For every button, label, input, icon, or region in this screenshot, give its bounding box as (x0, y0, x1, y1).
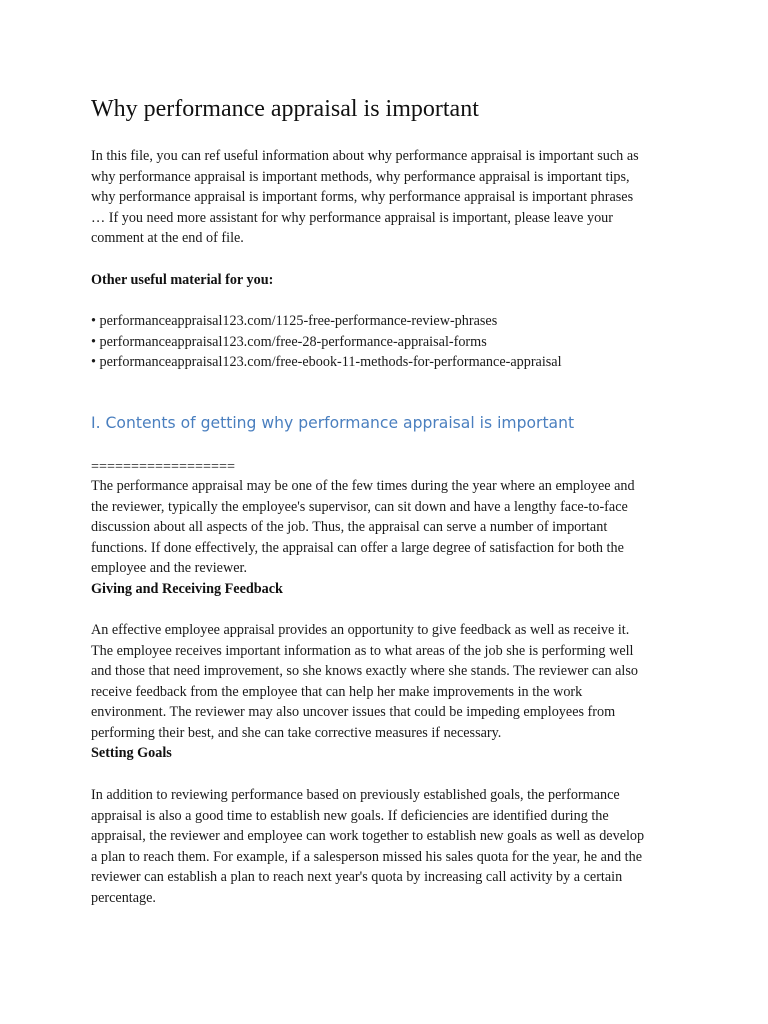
goals-line: In addition to reviewing performance based on previously established goals, the performance (91, 787, 620, 803)
feedback-line: performing their best, and she can take corrective measures if necessary. (91, 724, 502, 741)
intro-paragraph (91, 146, 691, 249)
material-links-list (91, 311, 562, 373)
intro-line: why performance appraisal is important methods, why performance appraisal is important tips, (91, 168, 630, 185)
section-line: discussion about all aspects of the job. Thus, the appraisal can serve a number of important (91, 519, 608, 536)
feedback-line: and those that need improvement, so she knows exactly where she stands. The reviewer can also (91, 663, 638, 680)
feedback-paragraph (91, 620, 691, 744)
document-title: Why performance appraisal is important (91, 96, 479, 122)
feedback-line: The employee receives important information as to what areas of the job she is performing well (91, 642, 634, 659)
goals-line: percentage. (91, 889, 156, 906)
section-line: functions. If done effectively, the appraisal can offer a large degree of satisfaction for both the (91, 539, 624, 556)
section-line: the reviewer, typically the employee's supervisor, can sit down and have a lengthy face-to-face (91, 498, 628, 515)
intro-line: comment at the end of file. (91, 230, 244, 247)
goals-paragraph (91, 785, 691, 909)
goals-heading: Setting Goals (91, 745, 172, 761)
intro-line: … If you need more assistant for why performance appraisal is important, please leave your (91, 209, 614, 226)
goals-line: reviewer can establish a plan to reach next year's quota by increasing call activity by a certain (91, 869, 623, 886)
goals-line: appraisal is also a good time to establish new goals. If deficiencies are identified during the (91, 807, 609, 824)
material-link-item[interactable]: • performanceappraisal123.com/1125-free-performance-review-phrases (91, 313, 498, 329)
section-heading: I. Contents of getting why performance appraisal is important (91, 414, 575, 432)
feedback-heading: Giving and Receiving Feedback (91, 581, 283, 597)
intro-line: why performance appraisal is important forms, why performance appraisal is important phrases (91, 189, 634, 206)
feedback-line: environment. The reviewer may also uncover issues that could be impeding employees from (91, 704, 616, 721)
feedback-line: An effective employee appraisal provides an opportunity to give feedback as well as receive it. (91, 622, 630, 638)
material-link-item[interactable]: • performanceappraisal123.com/free-ebook-11-methods-for-performance-appraisal (91, 354, 562, 371)
goals-line: appraisal, the reviewer and employee can work together to establish new goals as well as develop (91, 828, 645, 845)
feedback-line: receive feedback from the employee that can help her make improvements in the work (91, 683, 583, 700)
section-line: employee and the reviewer. (91, 560, 247, 577)
material-link-item[interactable]: • performanceappraisal123.com/free-28-performance-appraisal-forms (91, 333, 487, 350)
separator-line: ================== (91, 459, 236, 475)
other-material-label: Other useful material for you: (91, 272, 274, 288)
section-paragraph (91, 476, 691, 579)
section-line: The performance appraisal may be one of the few times during the year where an employee and (91, 478, 635, 494)
intro-line: In this file, you can ref useful information about why performance appraisal is important such as (91, 148, 639, 164)
goals-line: a plan to reach them. For example, if a salesperson missed his sales quota for the year, he and the (91, 848, 642, 865)
